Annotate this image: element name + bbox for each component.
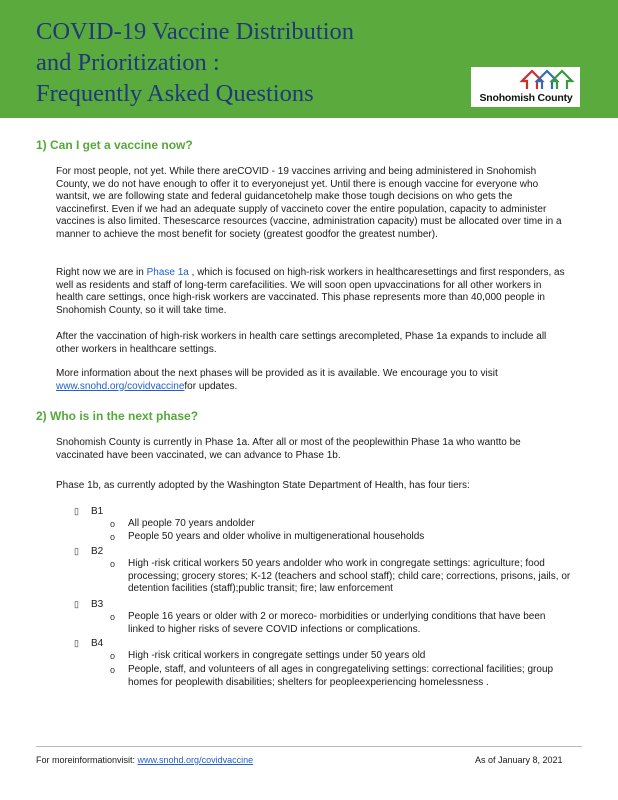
list-item-text: High -risk critical workers 50 years andolder who work in congregate settings: agriculture; food processing; grocery stores; K-12 (teachers and school staff); child care; corrections, prisons, jails, or detention facilities (staff);public transit; fire; law enforcement (128, 558, 571, 595)
footer-divider (36, 746, 582, 747)
q1-paragraph-4 (56, 368, 566, 393)
list-item-text: High -risk critical workers in congregate settings under 50 years old (128, 650, 426, 661)
tier-b1 (74, 505, 103, 519)
title-line-1: COVID-19 Vaccine Distribution (36, 18, 354, 45)
circle-bullet-icon: o (110, 665, 116, 675)
covidvaccine-link[interactable]: www.snohd.org/covidvaccine (56, 380, 185, 392)
list-item (112, 558, 572, 596)
list-item (112, 664, 572, 689)
q1-p2-text-end: , which is focused on high-risk workers in healthcaresettings and first responders, as well as residents and staff of long-term carefacilities. We will soon open upvaccinations for all other workers in health care settings, once high-risk workers are vaccinated. This phase represents more than 40,000 people in Snohomish County, so it will take time. (56, 267, 565, 316)
question-2-heading: 2) Who is in the next phase? (36, 409, 199, 423)
phase-1a-link[interactable]: Phase 1a (146, 267, 189, 278)
q1-paragraph-2 (56, 267, 566, 317)
snohomish-county-logo (471, 67, 580, 107)
q1-p4-text-end: for updates. (184, 380, 238, 392)
tier-b4 (74, 637, 103, 651)
tier-label: B2 (91, 546, 104, 557)
bullet-icon: ▯ (74, 599, 79, 609)
tree-logo-icon (471, 67, 580, 93)
list-item-text: All people 70 years andolder (128, 518, 255, 529)
circle-bullet-icon: o (110, 651, 116, 661)
footer-link[interactable]: www.snohd.org/covidvaccine (137, 755, 254, 765)
list-item-text: People 16 years or older with 2 or moreco- morbidities or underlying conditions that have been linked to higher risks of severe COVID infections or complications. (128, 611, 546, 635)
list-item-text: People 50 years and older wholive in multigenerational households (128, 531, 425, 542)
bullet-icon: ▯ (74, 638, 79, 648)
tier-label: B4 (91, 638, 104, 649)
tier-b2 (74, 545, 103, 559)
circle-bullet-icon: o (110, 612, 116, 622)
tier-b3 (74, 598, 103, 612)
q1-p4-text-start: More information about the next phases will be provided as it is available. We encourage you to visit (56, 368, 498, 379)
header-banner (0, 0, 618, 118)
q1-p2-text-start: Right now we are in (56, 267, 147, 278)
q2-paragraph-1: Snohomish County is currently in Phase 1a. After all or most of the peoplewithin Phase 1a who wantto be vaccinated have been vaccinated, we can advance to Phase 1b. (56, 437, 521, 461)
q1-paragraph-1: For most people, not yet. While there areCOVID - 19 vaccines arriving and being administered in Snohomish County, we do not have enough to offer it to everyonejust yet. Until there is enough vaccine for everyone who wantsit, we are following state and federal guidancetohelp make those tough decisions on who gets the vaccinefirst. Even if we had an adequate supply of vaccineto cover the entire population, capacity to administer vaccines is also limited. Thesescarce resources (vaccine, administration capacity) must be allocated over time in a manner to achieve the most benefit for society (greatest goodfor the greatest number). (56, 166, 562, 240)
q2-paragraph-2: Phase 1b, as currently adopted by the Washington State Department of Health, has four tiers: (56, 480, 470, 491)
tier-label: B1 (91, 506, 104, 517)
circle-bullet-icon: o (110, 532, 116, 542)
footer-date: As of January 8, 2021 (475, 755, 563, 765)
q1-paragraph-3: After the vaccination of high-risk workers in health care settings arecompleted, Phase 1a expands to include all other workers in healthcare settings. (56, 331, 547, 355)
logo-text: Snohomish County (479, 92, 573, 104)
list-item (112, 650, 572, 663)
footer-info (36, 755, 253, 765)
tier-label: B3 (91, 599, 104, 610)
page-title (36, 16, 436, 109)
question-1-heading: 1) Can I get a vaccine now? (36, 138, 193, 152)
bullet-icon: ▯ (74, 546, 79, 556)
list-item (112, 611, 572, 636)
list-item (112, 531, 572, 544)
title-line-2: and Prioritization : (36, 49, 220, 76)
list-item (112, 518, 572, 531)
title-line-3: Frequently Asked Questions (36, 80, 314, 107)
circle-bullet-icon: o (110, 559, 116, 569)
circle-bullet-icon: o (110, 519, 116, 529)
footer-label: For moreinformationvisit: (36, 755, 138, 765)
bullet-icon: ▯ (74, 506, 79, 516)
list-item-text: People, staff, and volunteers of all ages in congregateliving settings: correctional facilities; group homes for peoplewith disabilities; shelters for peopleexperiencing homelessness . (128, 664, 554, 688)
